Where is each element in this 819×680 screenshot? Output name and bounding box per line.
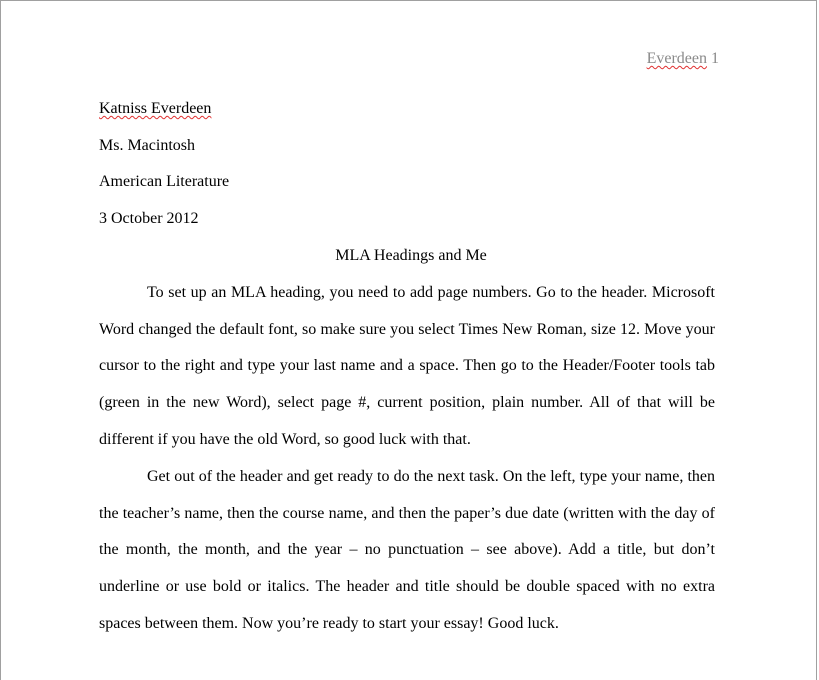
paragraph-1-line: (green in the new Word), select page #, current position, plain number. All of that will be: [99, 394, 715, 411]
heading-date: 3 October 2012: [99, 210, 199, 227]
paragraph-1-line: To set up an MLA heading, you need to add page numbers. Go to the header. Microsoft: [147, 284, 715, 301]
paragraph-2-line: spaces between them. Now you’re ready to start your essay! Good luck.: [99, 615, 559, 632]
paragraph-2-line: the month, the month, and the year – no punctuation – see above). Add a title, but don’t: [99, 541, 715, 558]
paragraph-2-line: Get out of the header and get ready to do the next task. On the left, type your name, then: [147, 468, 715, 485]
heading-course: American Literature: [99, 173, 230, 190]
paragraph-1-line: Word changed the default font, so make sure you select Times New Roman, size 12. Move your: [99, 321, 715, 338]
heading-student-name: Katniss Everdeen: [99, 100, 212, 117]
heading-teacher: Ms. Macintosh: [99, 137, 195, 154]
header-last-name: Everdeen: [646, 50, 707, 67]
header-page-number: 1: [711, 50, 719, 67]
paragraph-1-line: cursor to the right and type your last name and a space. Then go to the Header/Footer tools tab: [99, 357, 715, 374]
heading-student-name-line: [99, 99, 211, 119]
paragraph-1-line: different if you have the old Word, so good luck with that.: [99, 431, 471, 448]
paper-title: MLA Headings and Me: [335, 247, 487, 264]
running-header[interactable]: [647, 50, 719, 68]
paragraph-2-line: underline or use bold or italics. The header and title should be double spaced with no extra: [99, 578, 715, 595]
paragraph-2-line: the teacher’s name, then the course name, and then the paper’s due date (written with the day of: [99, 505, 715, 522]
